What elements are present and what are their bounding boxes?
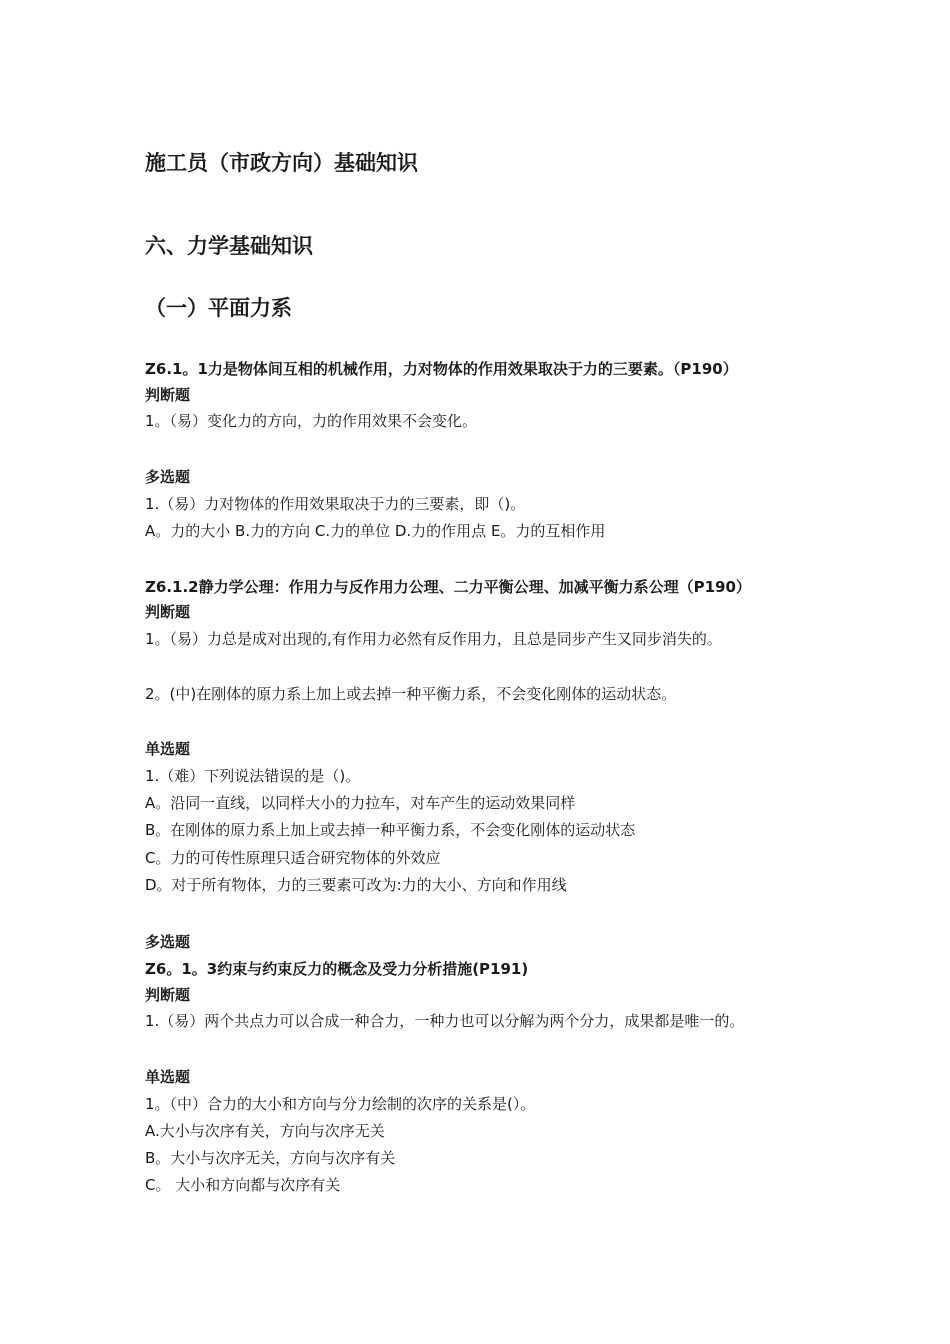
question-type-label: 多选题 xyxy=(145,933,191,951)
question-type-label: 单选题 xyxy=(145,740,191,758)
question-text: 1。（易）力总是成对出现的,有作用力必然有反作用力，且总是同步产生又同步消失的。 xyxy=(145,630,722,648)
answer-option-a: A。沿同一直线，以同样大小的力拉车，对车产生的运动效果同样 xyxy=(145,794,576,812)
question-text: 1。（易）变化力的方向，力的作用效果不会变化。 xyxy=(145,412,478,430)
answer-option-c: C。 大小和方向都与次序有关 xyxy=(145,1176,341,1194)
answer-option-c: C。力的可传性原理只适合研究物体的外效应 xyxy=(145,849,441,867)
chapter-heading: 六、力学基础知识 xyxy=(145,234,313,258)
question-type-label: 判断题 xyxy=(145,986,191,1004)
answer-option-a: A.大小与次序有关，方向与次序无关 xyxy=(145,1122,385,1140)
document-title: 施工员（市政方向）基础知识 xyxy=(145,151,418,175)
question-text: 1.（易）力对物体的作用效果取决于力的三要素，即（)。 xyxy=(145,495,526,513)
knowledge-point-title: Z6.1.2静力学公理：作用力与反作用力公理、二力平衡公理、加减平衡力系公理（P190） xyxy=(145,578,751,596)
question-type-label: 判断题 xyxy=(145,386,191,404)
answer-option-b: B。大小与次序无关，方向与次序有关 xyxy=(145,1149,396,1167)
knowledge-point-title: Z6.1。1力是物体间互相的机械作用，力对物体的作用效果取决于力的三要素。（P190） xyxy=(145,360,738,378)
answer-option-b: B。在刚体的原力系上加上或去掉一种平衡力系，不会变化刚体的运动状态 xyxy=(145,821,636,839)
knowledge-point-title: Z6。1。3约束与约束反力的概念及受力分析措施(P191) xyxy=(145,960,529,978)
question-type-label: 单选题 xyxy=(145,1068,191,1086)
section-heading: （一）平面力系 xyxy=(145,296,292,320)
question-text: 1.（易）两个共点力可以合成一种合力，一种力也可以分解为两个分力，成果都是唯一的。 xyxy=(145,1012,745,1030)
question-type-label: 判断题 xyxy=(145,603,191,621)
question-text: 1。（中）合力的大小和方向与分力绘制的次序的关系是(）。 xyxy=(145,1095,536,1113)
answer-options: A。力的大小 B.力的方向 C.力的单位 D.力的作用点 E。力的互相作用 xyxy=(145,522,606,540)
question-type-label: 多选题 xyxy=(145,468,191,486)
answer-option-d: D。对于所有物体，力的三要素可改为:力的大小、方向和作用线 xyxy=(145,876,567,894)
question-text: 1.（难）下列说法错误的是（)。 xyxy=(145,767,361,785)
question-text: 2。(中)在刚体的原力系上加上或去掉一种平衡力系，不会变化刚体的运动状态。 xyxy=(145,685,677,703)
